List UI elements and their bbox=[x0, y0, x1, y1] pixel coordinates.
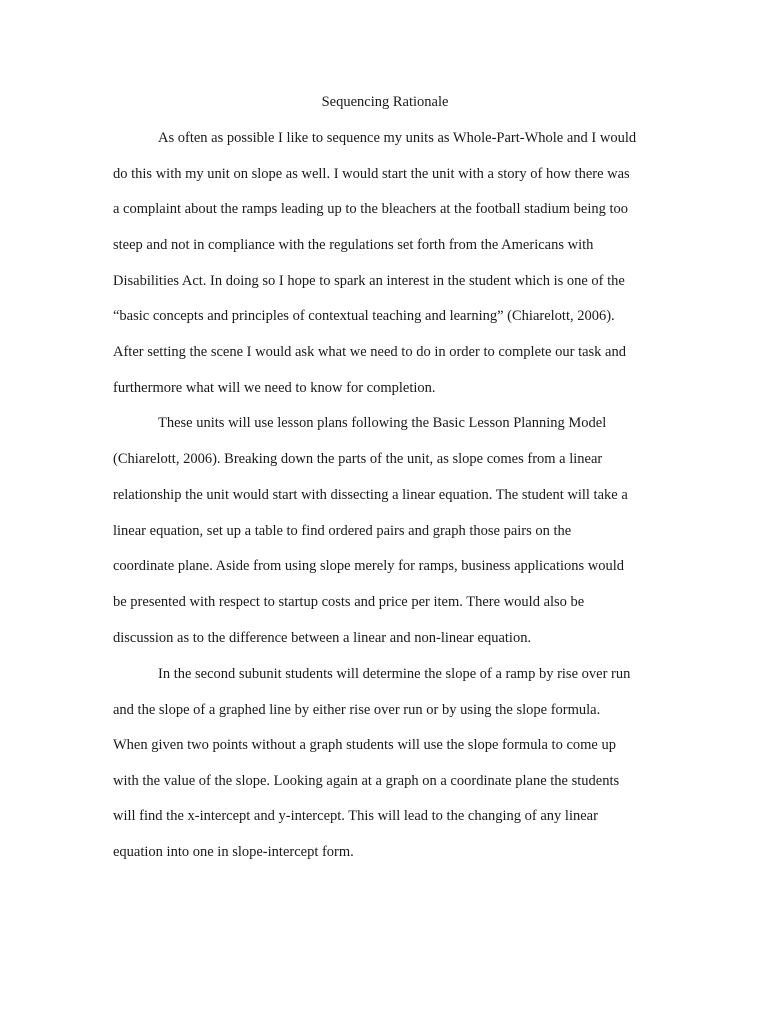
paragraph-3-line-3: When given two points without a graph students will use the slope formula to come up bbox=[113, 737, 616, 753]
paragraph-3-line-5: will find the x-intercept and y-intercept. This will lead to the changing of any linear bbox=[113, 808, 598, 824]
paragraph-1-line-7: After setting the scene I would ask what we need to do in order to complete our task and bbox=[113, 344, 626, 360]
paragraph-3-line-2: and the slope of a graphed line by either rise over run or by using the slope formula. bbox=[113, 702, 601, 718]
paragraph-2-line-1: These units will use lesson plans following the Basic Lesson Planning Model bbox=[158, 415, 607, 431]
paragraph-1-line-1: As often as possible I like to sequence my units as Whole-Part-Whole and I would bbox=[158, 130, 637, 146]
paragraph-1-line-8: furthermore what will we need to know for completion. bbox=[113, 380, 436, 396]
paragraph-2-line-6: be presented with respect to startup costs and price per item. There would also be bbox=[113, 594, 585, 610]
paragraph-2-line-4: linear equation, set up a table to find ordered pairs and graph those pairs on the bbox=[113, 523, 572, 539]
paragraph-3-line-4: with the value of the slope. Looking again at a graph on a coordinate plane the students bbox=[113, 773, 620, 789]
paragraph-2-line-7: discussion as to the difference between a linear and non-linear equation. bbox=[113, 630, 532, 646]
paragraph-2-line-2: (Chiarelott, 2006). Breaking down the parts of the unit, as slope comes from a linear bbox=[113, 451, 603, 467]
paragraph-1-line-2: do this with my unit on slope as well. I would start the unit with a story of how there was bbox=[113, 166, 630, 182]
paragraph-1-line-5: Disabilities Act. In doing so I hope to spark an interest in the student which is one of the bbox=[113, 273, 625, 289]
paragraph-2-line-5: coordinate plane. Aside from using slope merely for ramps, business applications would bbox=[113, 558, 625, 574]
paragraph-1-line-3: a complaint about the ramps leading up to the bleachers at the football stadium being too bbox=[113, 201, 629, 217]
paragraph-3-line-6: equation into one in slope-intercept form. bbox=[113, 844, 354, 860]
paragraph-2-line-3: relationship the unit would start with dissecting a linear equation. The student will take a bbox=[113, 487, 628, 503]
paragraph-1-line-4: steep and not in compliance with the regulations set forth from the Americans with bbox=[113, 237, 594, 253]
document-title: Sequencing Rationale bbox=[321, 94, 449, 110]
paragraph-1-line-6: “basic concepts and principles of contextual teaching and learning” (Chiarelott, 2006). bbox=[113, 308, 615, 324]
paragraph-3-line-1: In the second subunit students will determine the slope of a ramp by rise over run bbox=[158, 666, 631, 682]
